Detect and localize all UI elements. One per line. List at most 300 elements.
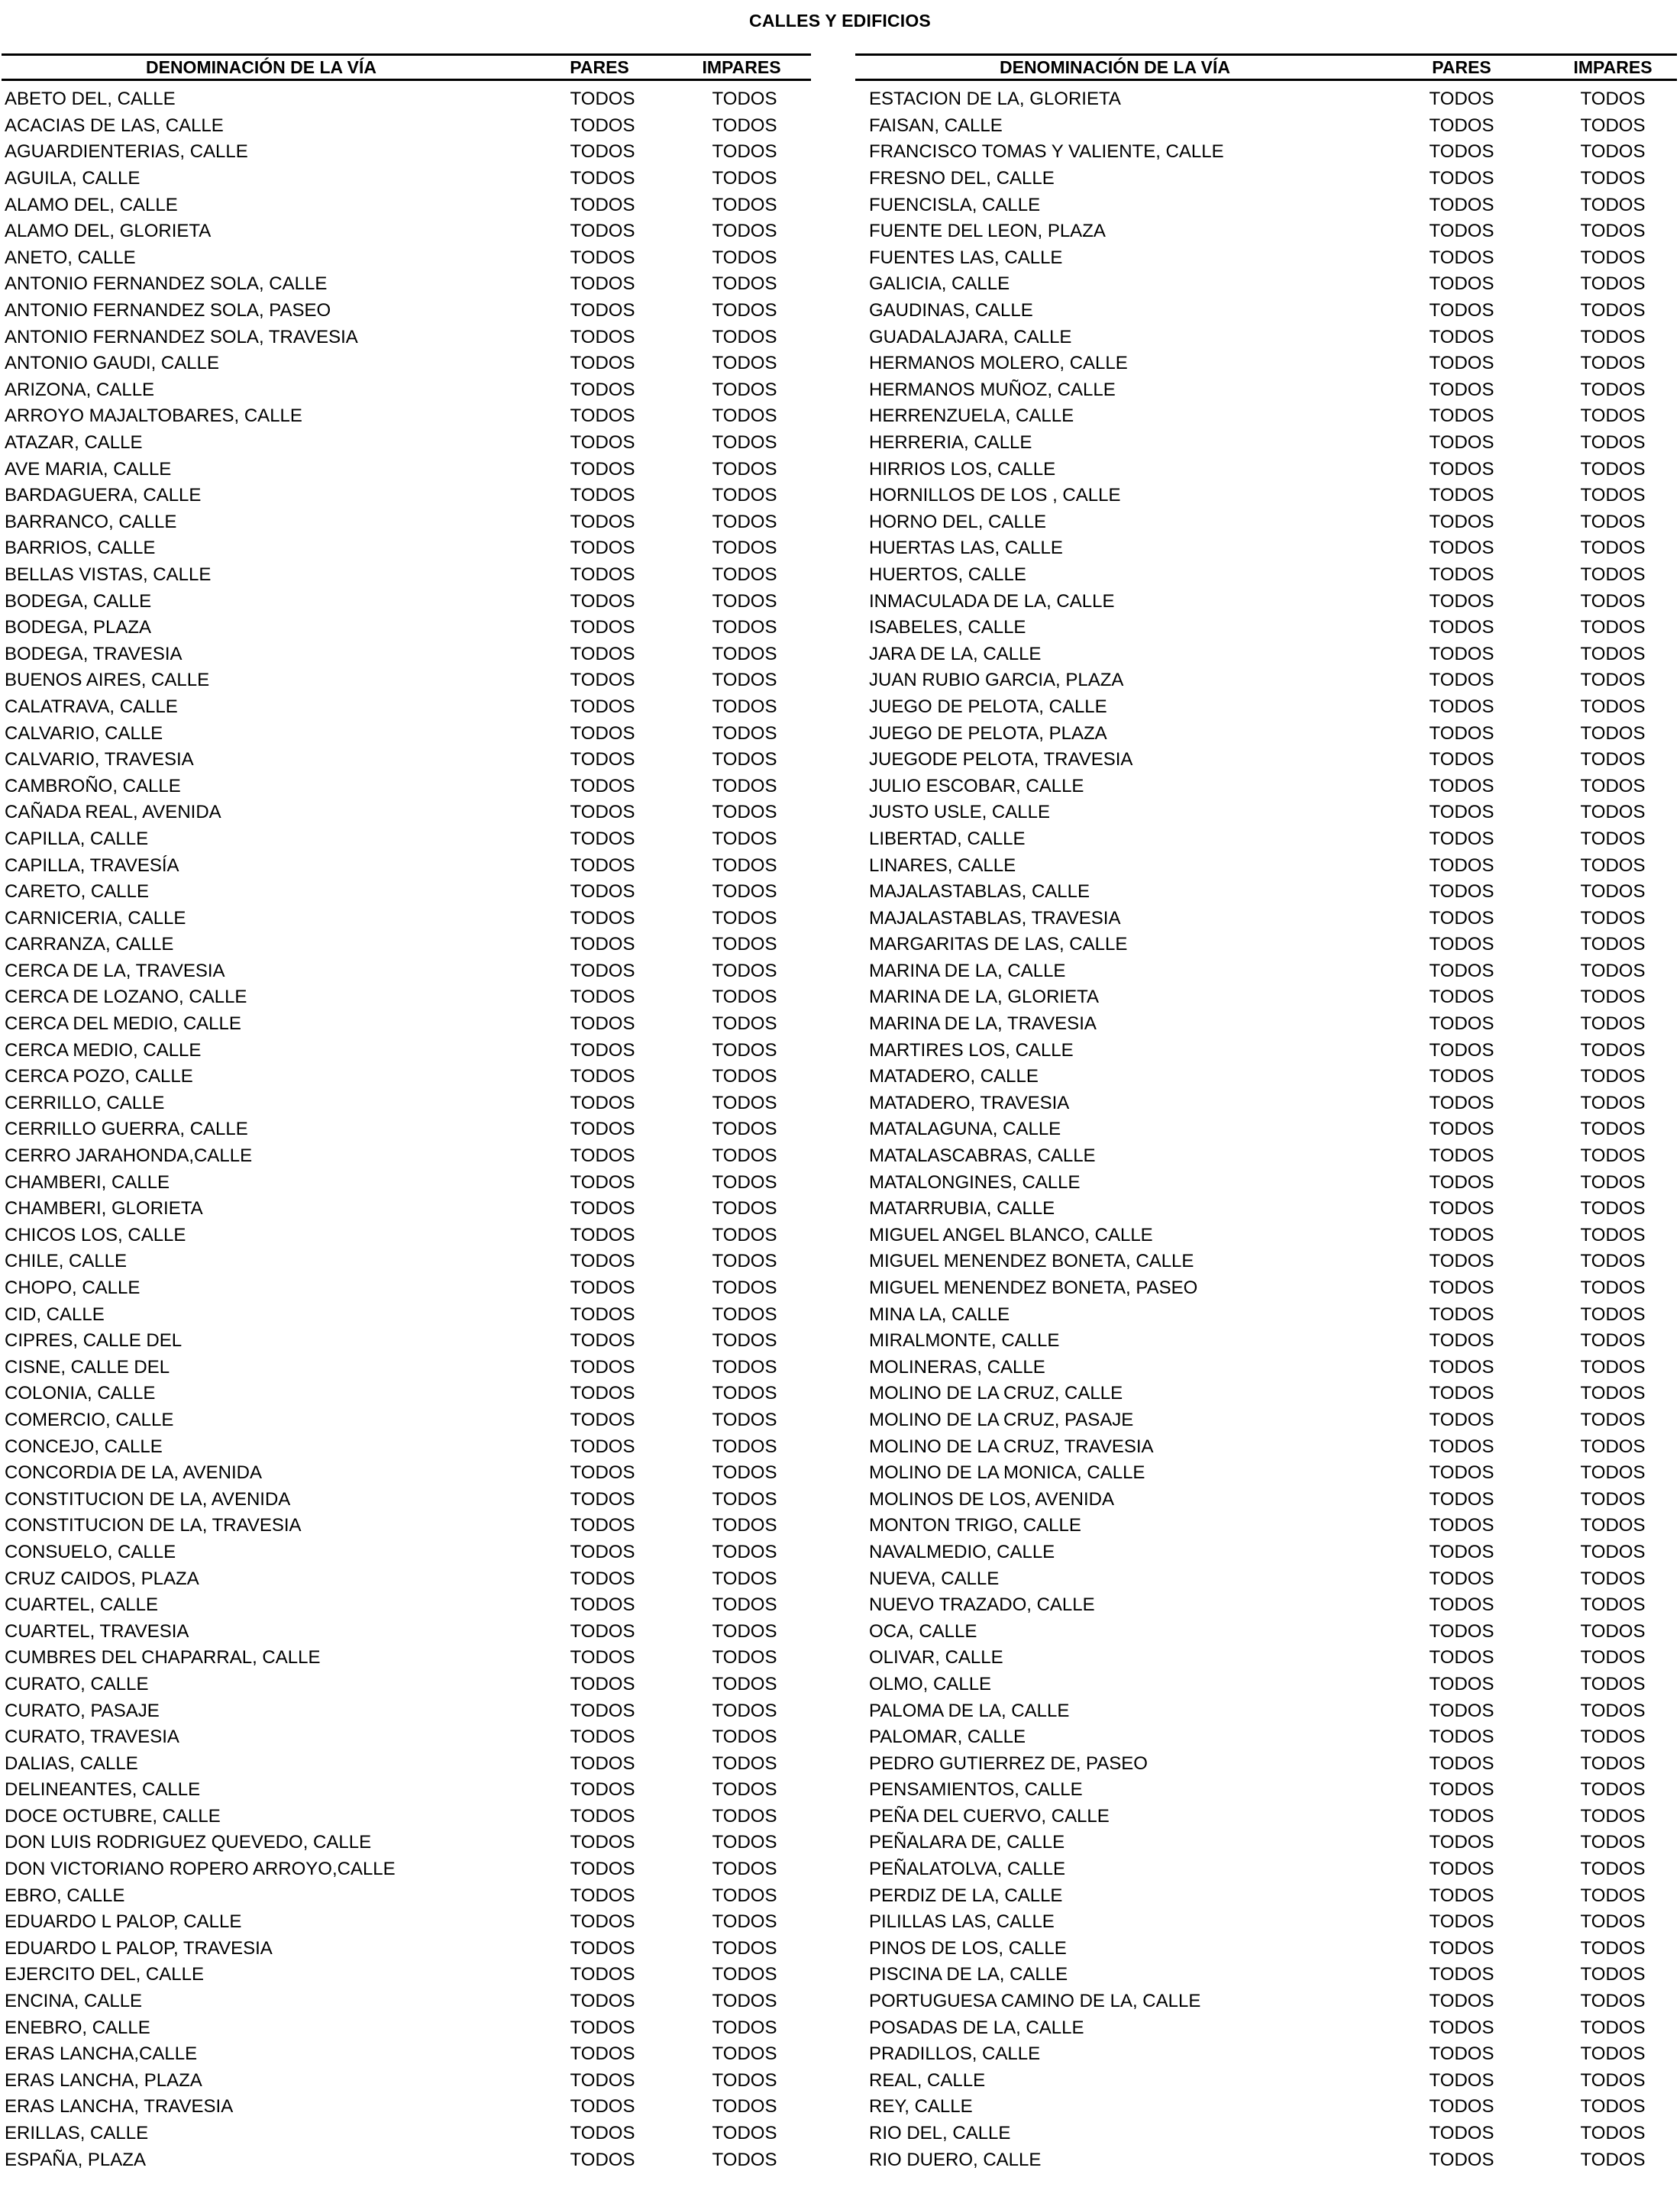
pares-value: TODOS <box>1429 194 1494 215</box>
pares-value: TODOS <box>570 1753 635 1774</box>
impares-value: TODOS <box>712 802 777 823</box>
pares-value: TODOS <box>1429 670 1494 691</box>
table-row <box>2 1830 811 1856</box>
street-name: CONSTITUCION DE LA, AVENIDA <box>5 1488 291 1510</box>
street-name: CHAMBERI, GLORIETA <box>5 1198 203 1219</box>
street-name: CAPILLA, TRAVESÍA <box>5 854 179 876</box>
impares-value: TODOS <box>1580 1568 1646 1589</box>
impares-value: TODOS <box>1580 854 1646 876</box>
street-name: PEÑA DEL CUERVO, CALLE <box>869 1805 1110 1827</box>
street-name: JUEGO DE PELOTA, PLAZA <box>869 722 1107 744</box>
street-name: MOLINO DE LA CRUZ, CALLE <box>869 1383 1123 1404</box>
street-name: ERILLAS, CALLE <box>5 2123 149 2144</box>
impares-value: TODOS <box>712 458 777 480</box>
table-row <box>2 826 811 853</box>
street-name: PILILLAS LAS, CALLE <box>869 1911 1055 1933</box>
impares-value: TODOS <box>1580 1356 1646 1378</box>
impares-value: TODOS <box>1580 1383 1646 1404</box>
table-row <box>855 1724 1677 1751</box>
table-row <box>2 509 811 536</box>
impares-value: TODOS <box>1580 1700 1646 1721</box>
street-name: OCA, CALLE <box>869 1620 977 1642</box>
impares-value: TODOS <box>712 1039 777 1061</box>
table-row <box>855 720 1677 747</box>
impares-value: TODOS <box>712 1066 777 1087</box>
street-name: OLMO, CALLE <box>869 1673 992 1694</box>
table-row <box>855 1936 1677 1962</box>
pares-value: TODOS <box>570 2096 635 2118</box>
impares-value: TODOS <box>712 221 777 242</box>
impares-value: TODOS <box>712 1805 777 1827</box>
impares-value: TODOS <box>1580 2149 1646 2170</box>
table-row <box>855 1698 1677 1724</box>
street-name: JUSTO USLE, CALLE <box>869 802 1050 823</box>
table-row <box>2 166 811 192</box>
street-name: EBRO, CALLE <box>5 1885 125 1906</box>
pares-value: TODOS <box>1429 1673 1494 1694</box>
street-name: CHAMBERI, CALLE <box>5 1171 170 1193</box>
impares-value: TODOS <box>1580 1171 1646 1193</box>
pares-value: TODOS <box>1429 1515 1494 1536</box>
impares-value: TODOS <box>712 775 777 796</box>
pares-value: TODOS <box>1429 247 1494 268</box>
street-name: PEDRO GUTIERREZ DE, PASEO <box>869 1753 1148 1774</box>
impares-value: TODOS <box>1580 405 1646 427</box>
impares-value: TODOS <box>1580 1753 1646 1774</box>
pares-value: TODOS <box>1429 2149 1494 2170</box>
table-row <box>855 1909 1677 1936</box>
impares-value: TODOS <box>1580 1436 1646 1457</box>
pares-value: TODOS <box>1429 1013 1494 1035</box>
header-pares: PARES <box>570 57 629 77</box>
impares-value: TODOS <box>1580 273 1646 295</box>
street-name: CARETO, CALLE <box>5 881 149 903</box>
impares-value: TODOS <box>1580 1066 1646 1087</box>
pares-value: TODOS <box>1429 722 1494 744</box>
impares-value: TODOS <box>1580 2043 1646 2065</box>
table-row <box>2 958 811 985</box>
header-pares: PARES <box>1432 57 1491 77</box>
pares-value: TODOS <box>1429 1436 1494 1457</box>
street-name: CURATO, CALLE <box>5 1673 149 1694</box>
impares-value: TODOS <box>712 405 777 427</box>
impares-value: TODOS <box>712 300 777 321</box>
pares-value: TODOS <box>570 722 635 744</box>
pares-value: TODOS <box>570 1436 635 1457</box>
impares-value: TODOS <box>1580 643 1646 664</box>
impares-value: TODOS <box>712 1488 777 1510</box>
impares-value: TODOS <box>1580 1727 1646 1748</box>
table-row <box>2 1645 811 1672</box>
table-row <box>2 773 811 800</box>
impares-value: TODOS <box>1580 1488 1646 1510</box>
street-name: CAÑADA REAL, AVENIDA <box>5 802 221 823</box>
pares-value: TODOS <box>1429 1066 1494 1087</box>
pares-value: TODOS <box>1429 2043 1494 2065</box>
pares-value: TODOS <box>1429 987 1494 1008</box>
impares-value: TODOS <box>712 326 777 347</box>
table-row <box>855 1645 1677 1672</box>
table-row <box>2 720 811 747</box>
street-name: DALIAS, CALLE <box>5 1753 138 1774</box>
table-row <box>2 1196 811 1223</box>
impares-value: TODOS <box>712 987 777 1008</box>
table-row <box>2 2014 811 2041</box>
street-name: ALAMO DEL, GLORIETA <box>5 221 212 242</box>
pares-value: TODOS <box>570 617 635 638</box>
table-row <box>855 1460 1677 1487</box>
table-row <box>855 2121 1677 2147</box>
table-row <box>855 2014 1677 2041</box>
pares-value: TODOS <box>570 1673 635 1694</box>
pares-value: TODOS <box>1429 300 1494 321</box>
street-name: HERRENZUELA, CALLE <box>869 405 1074 427</box>
street-name: FRESNO DEL, CALLE <box>869 168 1055 189</box>
street-name: ENEBRO, CALLE <box>5 2017 150 2038</box>
pares-value: TODOS <box>570 1647 635 1669</box>
street-name: CONCORDIA DE LA, AVENIDA <box>5 1462 262 1484</box>
impares-value: TODOS <box>1580 1937 1646 1959</box>
pares-value: TODOS <box>1429 1991 1494 2012</box>
street-name: DELINEANTES, CALLE <box>5 1779 201 1801</box>
impares-value: TODOS <box>712 643 777 664</box>
header-name: DENOMINACIÓN DE LA VÍA <box>146 57 376 77</box>
street-name: ANETO, CALLE <box>5 247 136 268</box>
impares-value: TODOS <box>1580 960 1646 981</box>
table-row <box>855 1777 1677 1804</box>
impares-value: TODOS <box>712 1700 777 1721</box>
impares-value: TODOS <box>1580 1251 1646 1272</box>
street-name: HORNO DEL, CALLE <box>869 511 1047 532</box>
table-row <box>2 535 811 562</box>
street-name: EJERCITO DEL, CALLE <box>5 1964 204 1985</box>
pares-value: TODOS <box>1429 1303 1494 1325</box>
table-row <box>855 166 1677 192</box>
pares-value: TODOS <box>570 1171 635 1193</box>
table-row <box>2 324 811 351</box>
pares-value: TODOS <box>570 987 635 1008</box>
pares-value: TODOS <box>570 432 635 454</box>
impares-value: TODOS <box>712 590 777 612</box>
pares-value: TODOS <box>1429 379 1494 400</box>
impares-value: TODOS <box>712 1119 777 1140</box>
street-name: FUENTE DEL LEON, PLAZA <box>869 221 1106 242</box>
pares-value: TODOS <box>570 1409 635 1430</box>
impares-value: TODOS <box>712 1727 777 1748</box>
pares-value: TODOS <box>570 1911 635 1933</box>
pares-value: TODOS <box>1429 1911 1494 1933</box>
table-row <box>2 1275 811 1302</box>
street-name: MATADERO, CALLE <box>869 1066 1039 1087</box>
streets-table-right <box>855 53 1677 2173</box>
street-name: JARA DE LA, CALLE <box>869 643 1042 664</box>
pares-value: TODOS <box>570 1964 635 1985</box>
impares-value: TODOS <box>1580 2123 1646 2144</box>
table-row <box>2 298 811 325</box>
pares-value: TODOS <box>1429 2123 1494 2144</box>
pares-value: TODOS <box>1429 828 1494 849</box>
pares-value: TODOS <box>1429 511 1494 532</box>
pares-value: TODOS <box>570 1198 635 1219</box>
table-row <box>2 2068 811 2095</box>
impares-value: TODOS <box>712 828 777 849</box>
impares-value: TODOS <box>1580 670 1646 691</box>
impares-value: TODOS <box>712 194 777 215</box>
pares-value: TODOS <box>570 802 635 823</box>
pares-value: TODOS <box>570 1515 635 1536</box>
pares-value: TODOS <box>570 934 635 955</box>
table-row <box>2 1037 811 1064</box>
table-row <box>2 905 811 932</box>
pares-value: TODOS <box>1429 2096 1494 2118</box>
impares-value: TODOS <box>1580 168 1646 189</box>
street-name: BARRANCO, CALLE <box>5 511 177 532</box>
table-row <box>2 351 811 377</box>
pares-value: TODOS <box>1429 1885 1494 1906</box>
pares-value: TODOS <box>1429 1409 1494 1430</box>
table-row <box>855 747 1677 774</box>
street-name: CHICOS LOS, CALLE <box>5 1224 186 1245</box>
street-name: ANTONIO FERNANDEZ SOLA, CALLE <box>5 273 328 295</box>
street-name: AGUARDIENTERIAS, CALLE <box>5 141 248 163</box>
table-row <box>855 826 1677 853</box>
table-row <box>855 509 1677 536</box>
street-name: PRADILLOS, CALLE <box>869 2043 1041 2065</box>
table-row <box>2 667 811 694</box>
pares-value: TODOS <box>1429 1224 1494 1245</box>
street-name: ANTONIO FERNANDEZ SOLA, TRAVESIA <box>5 326 358 347</box>
street-name: MATARRUBIA, CALLE <box>869 1198 1055 1219</box>
street-name: ACACIAS DE LAS, CALLE <box>5 115 224 136</box>
street-name: MARINA DE LA, GLORIETA <box>869 987 1099 1008</box>
street-name: JULIO ESCOBAR, CALLE <box>869 775 1084 796</box>
table-row <box>855 192 1677 218</box>
table-row <box>2 1962 811 1988</box>
impares-value: TODOS <box>712 1515 777 1536</box>
street-name: RIO DEL, CALLE <box>869 2123 1011 2144</box>
table-row <box>855 1143 1677 1170</box>
street-name: ARIZONA, CALLE <box>5 379 155 400</box>
pares-value: TODOS <box>570 89 635 110</box>
impares-value: TODOS <box>1580 696 1646 717</box>
impares-value: TODOS <box>712 1673 777 1694</box>
table-row <box>855 139 1677 166</box>
pares-value: TODOS <box>570 564 635 585</box>
impares-value: TODOS <box>712 1937 777 1959</box>
impares-value: TODOS <box>1580 511 1646 532</box>
header-name: DENOMINACIÓN DE LA VÍA <box>1000 57 1230 77</box>
street-name: LINARES, CALLE <box>869 854 1016 876</box>
table-row <box>2 113 811 140</box>
street-name: FUENTES LAS, CALLE <box>869 247 1063 268</box>
street-name: CERCA DE LOZANO, CALLE <box>5 987 247 1008</box>
table-row <box>855 1011 1677 1038</box>
impares-value: TODOS <box>712 1198 777 1219</box>
street-name: CURATO, PASAJE <box>5 1700 160 1721</box>
pares-value: TODOS <box>1429 1145 1494 1167</box>
impares-value: TODOS <box>712 1383 777 1404</box>
street-name: ATAZAR, CALLE <box>5 432 143 454</box>
pares-value: TODOS <box>1429 273 1494 295</box>
table-row <box>855 694 1677 721</box>
impares-value: TODOS <box>712 1171 777 1193</box>
pares-value: TODOS <box>570 1119 635 1140</box>
table-row <box>855 2041 1677 2068</box>
table-header <box>2 53 811 81</box>
impares-value: TODOS <box>712 1409 777 1430</box>
table-row <box>2 1090 811 1117</box>
pares-value: TODOS <box>1429 775 1494 796</box>
pares-value: TODOS <box>1429 115 1494 136</box>
impares-value: TODOS <box>712 1594 777 1616</box>
street-name: ERAS LANCHA,CALLE <box>5 2043 198 2065</box>
table-row <box>2 86 811 113</box>
pares-value: TODOS <box>570 485 635 506</box>
page-title: CALLES Y EDIFICIOS <box>749 11 931 31</box>
table-row <box>855 1830 1677 1856</box>
pares-value: TODOS <box>570 1885 635 1906</box>
pares-value: TODOS <box>1429 168 1494 189</box>
table-row <box>2 1777 811 1804</box>
pares-value: TODOS <box>570 2123 635 2144</box>
table-row <box>855 1355 1677 1381</box>
pares-value: TODOS <box>1429 590 1494 612</box>
pares-value: TODOS <box>570 379 635 400</box>
pares-value: TODOS <box>1429 432 1494 454</box>
pares-value: TODOS <box>1429 1092 1494 1113</box>
impares-value: TODOS <box>712 2123 777 2144</box>
pares-value: TODOS <box>1429 353 1494 374</box>
impares-value: TODOS <box>1580 1224 1646 1245</box>
impares-value: TODOS <box>1580 89 1646 110</box>
impares-value: TODOS <box>712 696 777 717</box>
impares-value: TODOS <box>1580 828 1646 849</box>
street-name: CHILE, CALLE <box>5 1251 128 1272</box>
impares-value: TODOS <box>712 1620 777 1642</box>
street-name: FAISAN, CALLE <box>869 115 1003 136</box>
table-row <box>2 1355 811 1381</box>
street-name: CAMBROÑO, CALLE <box>5 775 181 796</box>
table-row <box>855 2094 1677 2121</box>
street-name: CERRILLO, CALLE <box>5 1092 165 1113</box>
street-name: MARGARITAS DE LAS, CALLE <box>869 934 1128 955</box>
header-impares: IMPARES <box>702 57 781 77</box>
table-row <box>855 1064 1677 1090</box>
pares-value: TODOS <box>570 1303 635 1325</box>
street-name: MIGUEL ANGEL BLANCO, CALLE <box>869 1224 1153 1245</box>
street-name: CUMBRES DEL CHAPARRAL, CALLE <box>5 1647 321 1669</box>
pares-value: TODOS <box>570 1224 635 1245</box>
table-row <box>2 1169 811 1196</box>
impares-value: TODOS <box>1580 1991 1646 2012</box>
table-row <box>2 1301 811 1328</box>
street-name: CRUZ CAIDOS, PLAZA <box>5 1568 199 1589</box>
street-name: MOLINOS DE LOS, AVENIDA <box>869 1488 1114 1510</box>
street-name: MOLINERAS, CALLE <box>869 1356 1045 1378</box>
table-row <box>2 932 811 958</box>
street-name: PALOMA DE LA, CALLE <box>869 1700 1070 1721</box>
street-name: CERCA DEL MEDIO, CALLE <box>5 1013 241 1035</box>
table-row <box>855 86 1677 113</box>
impares-value: TODOS <box>712 2069 777 2091</box>
table-row <box>855 1249 1677 1275</box>
table-row <box>855 1407 1677 1434</box>
street-name: CIPRES, CALLE DEL <box>5 1330 183 1352</box>
pares-value: TODOS <box>570 2043 635 2065</box>
pares-value: TODOS <box>1429 1119 1494 1140</box>
table-row <box>2 1328 811 1355</box>
street-name: LIBERTAD, CALLE <box>869 828 1026 849</box>
impares-value: TODOS <box>1580 1092 1646 1113</box>
table-row <box>855 1328 1677 1355</box>
table-row <box>855 1486 1677 1513</box>
pares-value: TODOS <box>1429 538 1494 559</box>
impares-value: TODOS <box>1580 115 1646 136</box>
impares-value: TODOS <box>712 1647 777 1669</box>
table-row <box>2 1486 811 1513</box>
pares-value: TODOS <box>570 1832 635 1853</box>
street-name: BELLAS VISTAS, CALLE <box>5 564 212 585</box>
table-row <box>855 1433 1677 1460</box>
street-name: MINA LA, CALLE <box>869 1303 1010 1325</box>
street-name: HUERTOS, CALLE <box>869 564 1026 585</box>
table-row <box>2 562 811 589</box>
pares-value: TODOS <box>570 1991 635 2012</box>
street-name: MATALASCABRAS, CALLE <box>869 1145 1096 1167</box>
table-row <box>2 1143 811 1170</box>
street-name: PINOS DE LOS, CALLE <box>869 1937 1067 1959</box>
pares-value: TODOS <box>570 511 635 532</box>
pares-value: TODOS <box>1429 1171 1494 1193</box>
table-row <box>855 1988 1677 2015</box>
table-row <box>2 1698 811 1724</box>
street-name: JUEGODE PELOTA, TRAVESIA <box>869 749 1133 770</box>
impares-value: TODOS <box>712 1885 777 1906</box>
pares-value: TODOS <box>570 881 635 903</box>
street-name: INMACULADA DE LA, CALLE <box>869 590 1115 612</box>
impares-value: TODOS <box>1580 564 1646 585</box>
impares-value: TODOS <box>712 1278 777 1299</box>
table-row <box>855 113 1677 140</box>
table-row <box>2 1724 811 1751</box>
street-name: CUARTEL, CALLE <box>5 1594 158 1616</box>
pares-value: TODOS <box>1429 1779 1494 1801</box>
table-row <box>855 588 1677 615</box>
impares-value: TODOS <box>712 511 777 532</box>
impares-value: TODOS <box>712 141 777 163</box>
pares-value: TODOS <box>570 1278 635 1299</box>
street-name: BODEGA, TRAVESIA <box>5 643 183 664</box>
pares-value: TODOS <box>570 1383 635 1404</box>
impares-value: TODOS <box>1580 1805 1646 1827</box>
pares-value: TODOS <box>1429 1488 1494 1510</box>
impares-value: TODOS <box>1580 1303 1646 1325</box>
street-name: CERRILLO GUERRA, CALLE <box>5 1119 248 1140</box>
impares-value: TODOS <box>712 485 777 506</box>
pares-value: TODOS <box>570 643 635 664</box>
table-row <box>2 984 811 1011</box>
pares-value: TODOS <box>570 115 635 136</box>
pares-value: TODOS <box>1429 1700 1494 1721</box>
street-name: MIGUEL MENENDEZ BONETA, CALLE <box>869 1251 1194 1272</box>
street-name: DON VICTORIANO ROPERO ARROYO,CALLE <box>5 1859 396 1880</box>
table-row <box>855 1090 1677 1117</box>
street-name: COMERCIO, CALLE <box>5 1409 174 1430</box>
impares-value: TODOS <box>712 854 777 876</box>
pares-value: TODOS <box>570 1092 635 1113</box>
street-name: BODEGA, PLAZA <box>5 617 152 638</box>
impares-value: TODOS <box>1580 2096 1646 2118</box>
